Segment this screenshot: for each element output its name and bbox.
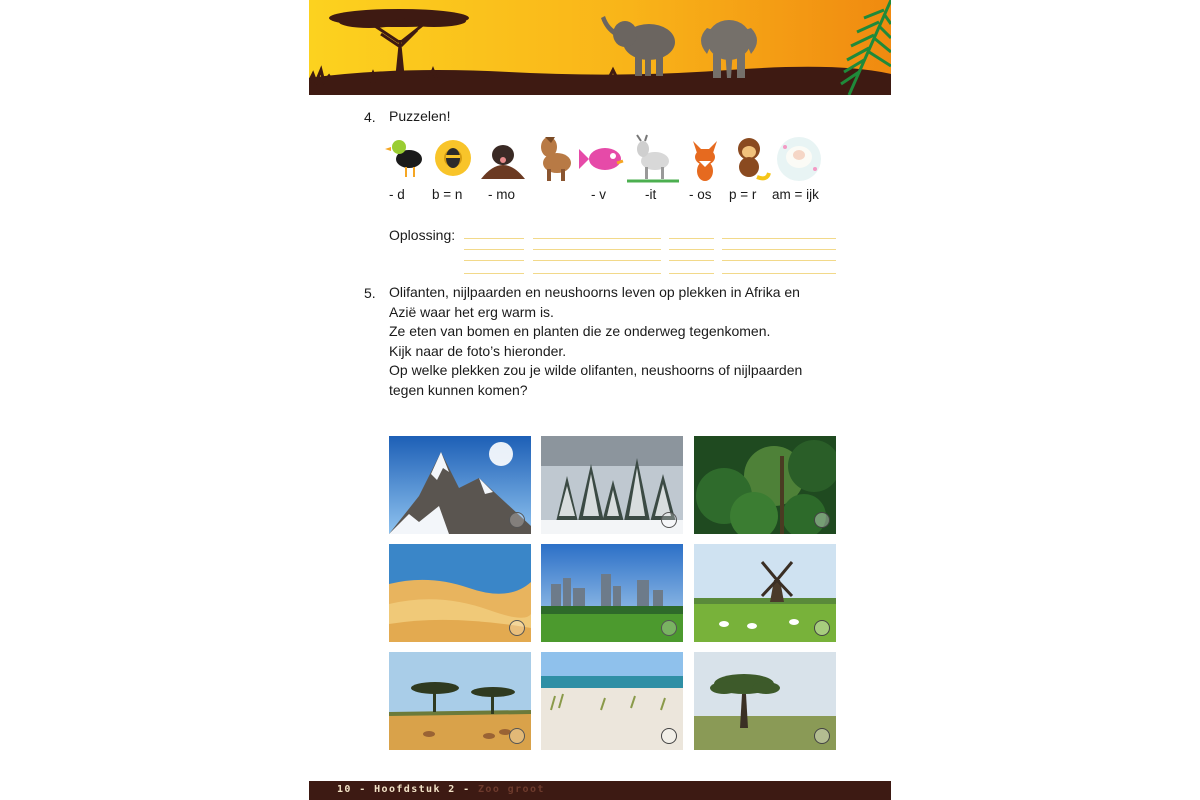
footer-text [337,784,545,795]
puzzle-code-8: am = ijk [772,187,819,202]
solution-word-field[interactable] [533,238,661,274]
solution-word-field[interactable] [464,238,524,274]
exercise-5-number: 5. [364,285,376,301]
photo-radio[interactable] [509,512,525,528]
puzzle-code-3: - mo [488,187,515,202]
photo-acacia-grassland [694,652,836,750]
photo-radio[interactable] [661,728,677,744]
exercise-5-line: Azië waar het erg warm is. [389,303,554,320]
photo-radio[interactable] [509,620,525,636]
mole-icon [477,133,529,183]
sheep-icon [771,133,827,183]
exercise-5-line: Ze eten van bomen en planten die ze onderweg tegenkomen. [389,323,771,339]
exercise-4-number: 4. [364,109,376,125]
goat-icon [627,133,679,183]
workbook-page [309,0,891,800]
puzzle-code-2: b = n [432,187,463,202]
photo-radio[interactable] [814,620,830,636]
solution-word-field[interactable] [669,238,714,274]
photo-beach-dunes [541,652,683,750]
solution-word-field[interactable] [722,238,836,274]
solution-label: Oplossing: [389,227,456,243]
exercise-4-title: Puzzelen! [389,108,451,124]
photo-radio[interactable] [814,512,830,528]
photo-desert-dunes [389,544,531,642]
footer-chapter-name: Zoo groot [478,784,545,795]
bee-icon [427,133,479,183]
photo-city-park [541,544,683,642]
photo-snowy-forest [541,436,683,534]
exercise-5-text [389,283,802,400]
exercise-5-line: Op welke plekken zou je wilde olifanten, neushoorns of nijlpaarden [389,362,803,378]
page-footer [309,781,891,800]
puzzle-code-4: - v [591,187,606,202]
fish-icon [577,133,629,183]
photo-mountain-peak [389,436,531,534]
puzzle-code-5: -it [645,187,657,202]
exercise-5-line: tegen kunnen komen? [389,381,528,398]
puzzle-code-7: p = r [729,187,757,202]
exercise-5-line: Olifanten, nijlpaarden en neushoorns leven op plekken in Afrika en [389,284,800,300]
photo-savanna-antelopes [389,652,531,750]
savanna-banner [309,0,891,95]
photo-radio[interactable] [814,728,830,744]
photo-jungle [694,436,836,534]
photo-radio[interactable] [661,512,677,528]
photo-radio[interactable] [509,728,525,744]
savanna-banner-illustration [309,0,891,95]
horse-icon [531,133,583,183]
puzzle-code-6: - os [689,187,712,202]
exercise-5-line: Kijk naar de foto’s hieronder. [389,342,567,359]
footer-page-label: 10 - Hoofdstuk 2 - [337,784,471,795]
monkey-icon [723,133,775,183]
photo-radio[interactable] [661,620,677,636]
puzzle-code-1: - d [389,187,405,202]
photo-windmill-meadow [694,544,836,642]
duck-icon [381,133,433,183]
